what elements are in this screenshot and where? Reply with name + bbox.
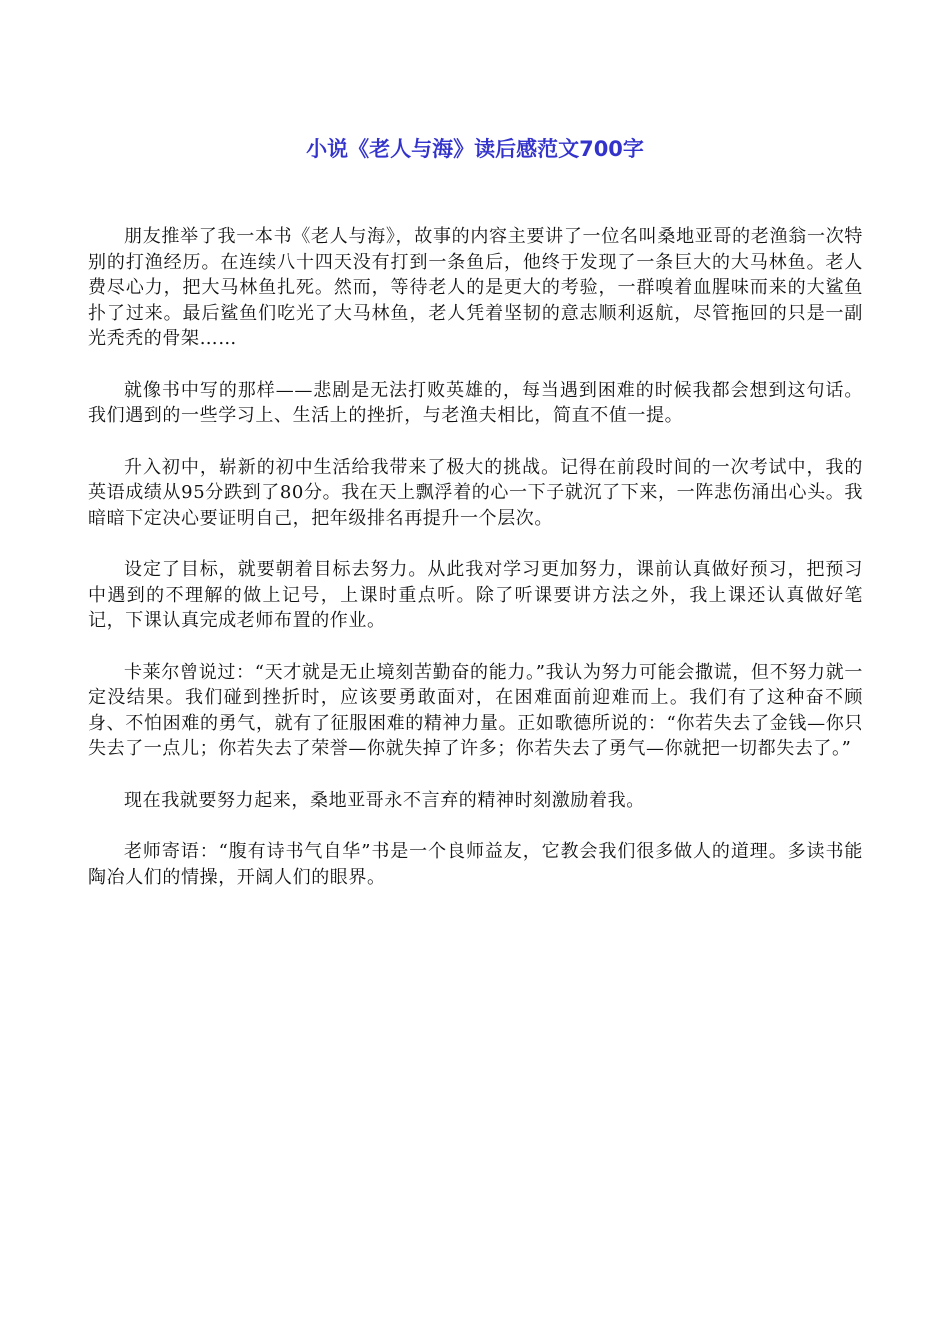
- paragraph-4: 设定了目标，就要朝着目标去努力。从此我对学习更加努力，课前认真做好预习，把预习中遇到的不理解的做上记号，上课时重点听。除了听课要讲方法之外，我上课还认真做好笔记，下课认真完成老师布置的作业。: [88, 559, 863, 631]
- document-body: [88, 224, 863, 916]
- document-title: 小说《老人与海》读后感范文700字: [306, 137, 644, 161]
- paragraph-2: 就像书中写的那样——悲剧是无法打败英雄的，每当遇到困难的时候我都会想到这句话。我们遇到的一些学习上、生活上的挫折，与老渔夫相比，简直不值一提。: [88, 379, 863, 426]
- paragraph-7: 老师寄语：“腹有诗书气自华”书是一个良师益友，它教会我们很多做人的道理。多读书能陶冶人们的情操，开阔人们的眼界。: [88, 841, 863, 888]
- paragraph-5: 卡莱尔曾说过：“天才就是无止境刻苦勤奋的能力。”我认为努力可能会撒谎，但不努力就一定没结果。我们碰到挫折时，应该要勇敢面对，在困难面前迎难而上。我们有了这种奋不顾身、不怕困难的勇气，就有了征服困难的精神力量。正如歌德所说的：“你若失去了金钱—你只失去了一点儿；你若失去了荣誉—你就失掉了许多；你若失去了勇气—你就把一切都失去了。”: [88, 661, 863, 759]
- paragraph-3: 升入初中，崭新的初中生活给我带来了极大的挑战。记得在前段时间的一次考试中，我的英语成绩从95分跌到了80分。我在天上飘浮着的心一下子就沉了下来，一阵悲伤涌出心头。我暗暗下定决心要证明自己，把年级排名再提升一个层次。: [88, 456, 863, 529]
- paragraph-6: 现在我就要努力起来，桑地亚哥永不言弃的精神时刻激励着我。: [124, 789, 645, 811]
- paragraph-1: 朋友推举了我一本书《老人与海》，故事的内容主要讲了一位名叫桑地亚哥的老渔翁一次特别的打渔经历。在连续八十四天没有打到一条鱼后，他终于发现了一条巨大的大马林鱼。老人费尽心力，把大马林鱼扎死。然而，等待老人的是更大的考验，一群嗅着血腥味而来的大鲨鱼扑了过来。最后鲨鱼们吃光了大马林鱼，老人凭着坚韧的意志顺利返航，尽管拖回的只是一副光秃秃的骨架……: [88, 226, 863, 349]
